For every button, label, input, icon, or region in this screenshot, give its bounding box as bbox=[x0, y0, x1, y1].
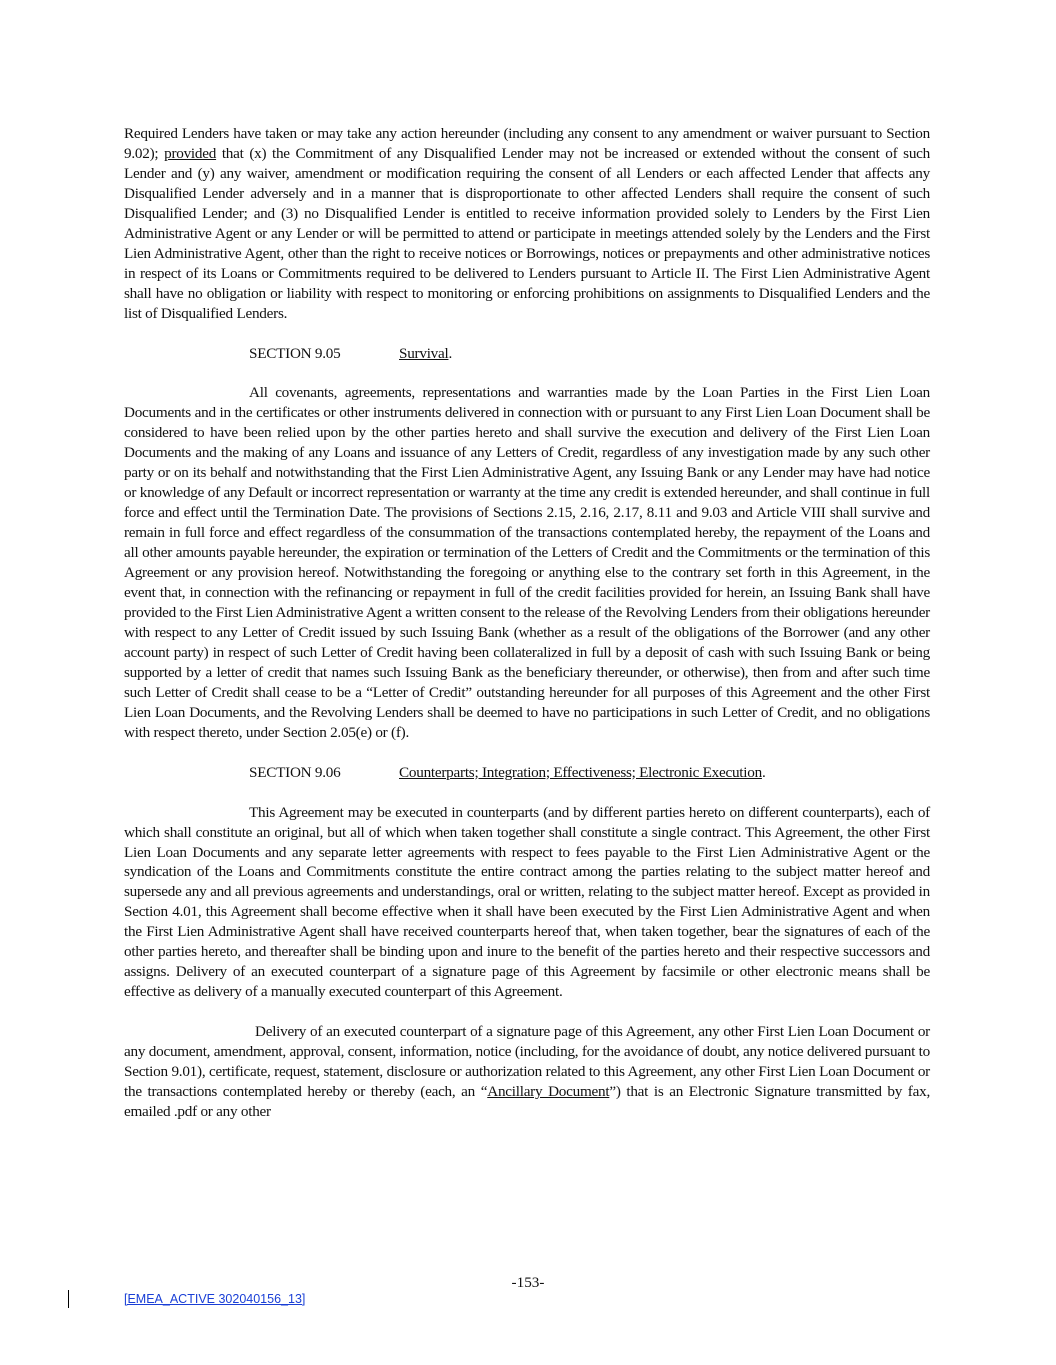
ancillary-document-term: Ancillary Document bbox=[487, 1082, 610, 1100]
section-title: Survival bbox=[399, 344, 449, 362]
change-bar bbox=[68, 1290, 69, 1308]
page-number: -153- bbox=[511, 1274, 545, 1291]
section-9-06-heading bbox=[124, 763, 930, 783]
provided-term: provided bbox=[164, 144, 217, 162]
paragraph-text: Delivery of an executed counterpart of a signature page of this Agreement, any other First Lien Loan Document or any document, amendment, approval, consent, information, notice (including, for the avoidance of doubt, any notice delivered pursuant to Section 9.01), certificate, request, statement, disclosure or authorization related to this Agreement, any other First Lien Loan Document or the transactions contemplated hereby or thereby (each, an “ bbox=[124, 1023, 930, 1100]
paragraph-text: Required Lenders have taken or may take any action hereunder (including any consent to any amendment or waiver pursuant to Section 9.02); bbox=[124, 125, 930, 162]
section-9-05-heading bbox=[124, 344, 930, 364]
section-title-period: . bbox=[761, 763, 766, 781]
paragraph-text: that (x) the Commitment of any Disqualified Lender may not be increased or extended without the consent of such Lender and (y) any waiver, amendment or modification requiring the consent of all Lenders or each affected Lender that affects any Disqualified Lender adversely and in a manner that is disproportionate to other affected Lenders shall require the consent of such Disqualified Lender; and (3) no Disqualified Lender is entitled to receive information provided solely to Lenders by the First Lien Administrative Agent or any Lender or will be permitted to attend or participate in meetings attended solely by the Lenders and the First Lien Administrative Agent, other than the right to receive notices or Borrowings, notices or prepayments and other administrative notices in respect of its Loans or Commitments required to be delivered to Lenders pursuant to Article II. The First Lien Administrative Agent shall have no obligation or liability with respect to monitoring or enforcing prohibitions on assignments to Disqualified Lenders and the list of Disqualified Lenders. bbox=[124, 144, 931, 322]
section-number: SECTION 9.05 bbox=[249, 344, 341, 362]
section-9-06-body-1: This Agreement may be executed in counterparts (and by different parties hereto on different counterparts), each of which shall constitute an original, but all of which when taken together shall constitute a single contract. This Agreement, the other First Lien Loan Documents and any separate letter agreements with respect to fees payable to the First Lien Administrative Agent or the syndication of the Loans and Commitments constitute the entire contract among the parties relating to the subject matter hereof and supersede any and all previous agreements and understandings, oral or written, relating to the subject matter hereof. Except as provided in Section 4.01, this Agreement shall become effective when it shall have been executed by the First Lien Administrative Agent and when the First Lien Administrative Agent shall have received counterparts hereof that, when taken together, bear the signatures of each of the other parties hereto, and thereafter shall be binding upon and inure to the benefit of the parties hereto and their respective successors and assigns. Delivery of an executed counterpart of a signature page of this Agreement by facsimile or other electronic means shall be effective as delivery of a manually executed counterpart of this Agreement. bbox=[124, 803, 930, 1001]
paragraph-text: ”) that is an Electronic Signature transmitted by fax, emailed .pdf or any other bbox=[124, 1082, 930, 1120]
document-id-link[interactable]: [EMEA_ACTIVE 302040156_13] bbox=[124, 1292, 306, 1306]
section-number: SECTION 9.06 bbox=[249, 763, 341, 781]
document-page bbox=[124, 124, 930, 1122]
section-9-06-body-2 bbox=[124, 1022, 930, 1122]
section-title: Counterparts; Integration; Effectiveness; Electronic Execution bbox=[399, 763, 762, 781]
paragraph-disqualified-lenders bbox=[124, 124, 930, 324]
section-title-period: . bbox=[448, 344, 453, 362]
section-9-05-body: All covenants, agreements, representations and warranties made by the Loan Parties in the First Lien Loan Documents and in the certificates or other instruments delivered in connection with or pursuant to any First Lien Loan Document shall be considered to have been relied upon by the other parties hereto and shall survive the execution and delivery of the First Lien Loan Documents and the making of any Loans and issuance of any Letters of Credit, regardless of any investigation made by any such other party or on its behalf and notwithstanding that the First Lien Administrative Agent, any Issuing Bank or any Lender may have had notice or knowledge of any Default or incorrect representation or warranty at the time any credit is extended hereunder, and shall continue in full force and effect until the Termination Date. The provisions of Sections 2.15, 2.16, 2.17, 8.11 and 9.03 and Article VIII shall survive and remain in full force and effect regardless of the consummation of the transactions contemplated hereby, the repayment of the Loans and all other amounts payable hereunder, the expiration or termination of the Letters of Credit and the Commitments or the termination of this Agreement or any provision hereof. Notwithstanding the foregoing or anything else to the contrary set forth in this Agreement, in the event that, in connection with the refinancing or repayment in full of the credit facilities provided for herein, an Issuing Bank shall have provided to the First Lien Administrative Agent a written consent to the release of the Revolving Lenders from their obligations hereunder with respect to any Letter of Credit issued by such Issuing Bank (whether as a result of the obligations of the Borrower (and any other account party) in respect of such Letter of Credit having been collateralized in full by a deposit of cash with such Issuing Bank or being supported by a letter of credit that names such Issuing Bank as the beneficiary thereunder, or otherwise), then from and after such time such Letter of Credit shall cease to be a “Letter of Credit” outstanding hereunder for all purposes of this Agreement and the other First Lien Loan Documents, and the Revolving Lenders shall be deemed to have no participations in such Letter of Credit, and no obligations with respect thereto, under Section 2.05(e) or (f). bbox=[124, 384, 930, 741]
